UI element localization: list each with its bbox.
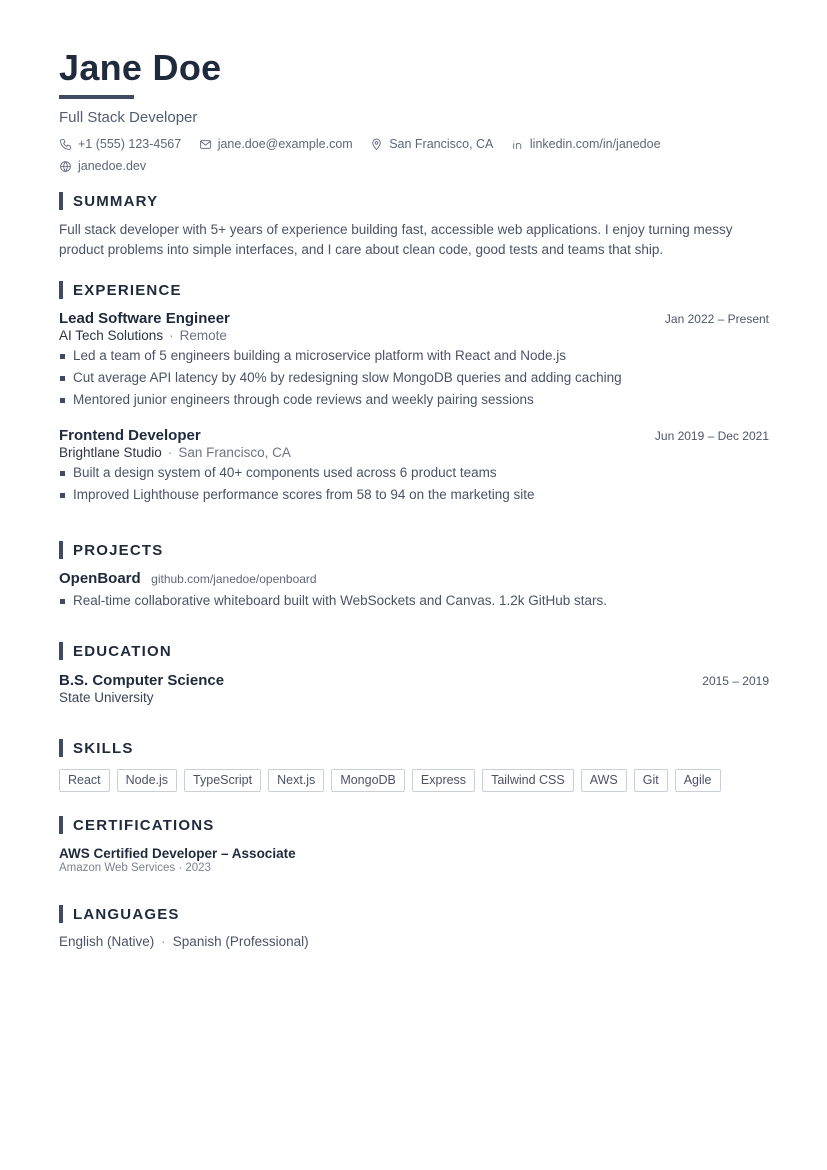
certification-year: 2023 [185,862,211,874]
list-item: Built a design system of 40+ components used across 6 product teams [59,462,769,484]
job-bullets [59,345,769,411]
certification-name: AWS Certified Developer – Associate [59,846,296,861]
list-item: Mentored junior engineers through code reviews and weekly pairing sessions [59,389,769,411]
contact-text: janedoe.dev [78,159,147,173]
section-title: SUMMARY [73,192,159,210]
job-company: AI Tech Solutions [59,328,164,343]
section-title: SKILLS [73,739,134,757]
projects-section-heading [59,541,163,559]
skill-tag: TypeScript [184,769,261,792]
degree: B.S. Computer Science [59,672,225,689]
skill-tag: MongoDB [331,769,405,792]
job-bullets [59,462,769,506]
skills-list [59,769,769,792]
contact-text: +1 (555) 123-4567 [78,137,182,151]
contact-location [370,135,493,154]
project-bullets [59,590,769,612]
job-location: San Francisco, CA [178,445,291,460]
job-role: Frontend Developer [59,427,201,444]
contact-website[interactable] [59,157,146,176]
job-company-line: AI Tech Solutions · Remote [59,328,227,343]
summary-text: Full stack developer with 5+ years of experience building fast, accessible web applications. I enjoy turning messy product problems into simple interfaces, and I care about clean code, good tests and teams that ship. [59,222,733,257]
section-title: EDUCATION [73,642,172,660]
experience-entry [59,427,769,506]
language-item: Spanish (Professional) [172,934,309,949]
section-accent-bar [59,281,63,299]
list-item: Real-time collaborative whiteboard built with WebSockets and Canvas. 1.2k GitHub stars. [59,590,769,612]
list-item: Cut average API latency by 40% by redesigning slow MongoDB queries and adding caching [59,367,769,389]
section-accent-bar [59,905,63,923]
skills-section-heading [59,739,134,757]
contact-text: jane.doe@example.com [217,137,353,151]
list-item: Led a team of 5 engineers building a microservice platform with React and Node.js [59,345,769,367]
candidate-name: Jane Doe [59,47,222,88]
contact-email[interactable] [199,135,353,154]
job-dates: Jan 2022 – Present [664,312,769,326]
job-location: Remote [179,328,227,343]
globe-icon [59,160,72,173]
education-section-heading [59,642,172,660]
skill-tag: Agile [675,769,721,792]
job-role: Lead Software Engineer [59,310,230,327]
project-entry [59,570,769,612]
job-company-line: Brightlane Studio · San Francisco, CA [59,445,291,460]
certifications-section-heading [59,816,215,834]
list-item: Improved Lighthouse performance scores from 58 to 94 on the marketing site [59,484,769,506]
section-accent-bar [59,541,63,559]
skill-tag: Node.js [117,769,177,792]
certification-entry [59,846,769,874]
job-title: Full Stack Developer [59,109,198,126]
section-title: EXPERIENCE [73,281,182,299]
section-accent-bar [59,739,63,757]
skill-tag: Next.js [268,769,324,792]
job-dates: Jun 2019 – Dec 2021 [654,429,769,443]
skill-tag: AWS [581,769,627,792]
languages-section-heading [59,905,180,923]
phone-icon [59,138,72,151]
job-company: Brightlane Studio [59,445,162,460]
section-accent-bar [59,816,63,834]
experience-section-heading [59,281,182,299]
summary-section-heading [59,192,158,210]
project-link[interactable]: github.com/janedoe/openboard [151,572,317,586]
name-underline [59,95,134,99]
contact-linkedin[interactable] [511,135,661,154]
education-dates: 2015 – 2019 [702,674,769,688]
certification-issuer: Amazon Web Services [59,862,176,874]
education-entry [59,672,769,705]
skill-tag: Git [634,769,668,792]
experience-entry [59,310,769,411]
linkedin-icon [511,138,524,151]
skill-tag: Tailwind CSS [482,769,574,792]
languages-list: English (Native) · Spanish (Professional) [59,934,309,949]
section-title: CERTIFICATIONS [73,816,215,834]
skill-tag: React [59,769,110,792]
project-name: OpenBoard [59,570,141,587]
certification-meta: Amazon Web Services · 2023 [59,862,211,874]
contact-text: linkedin.com/in/janedoe [529,137,661,151]
section-accent-bar [59,192,63,210]
skill-tag: Express [412,769,475,792]
location-pin-icon [370,138,383,151]
section-accent-bar [59,642,63,660]
section-title: LANGUAGES [73,905,180,923]
school-name: State University [59,690,154,705]
mail-icon [199,138,212,151]
contact-text: San Francisco, CA [389,137,494,151]
contact-list [59,135,779,179]
section-title: PROJECTS [73,541,164,559]
contact-phone[interactable] [59,135,181,154]
language-item: English (Native) [59,934,155,949]
